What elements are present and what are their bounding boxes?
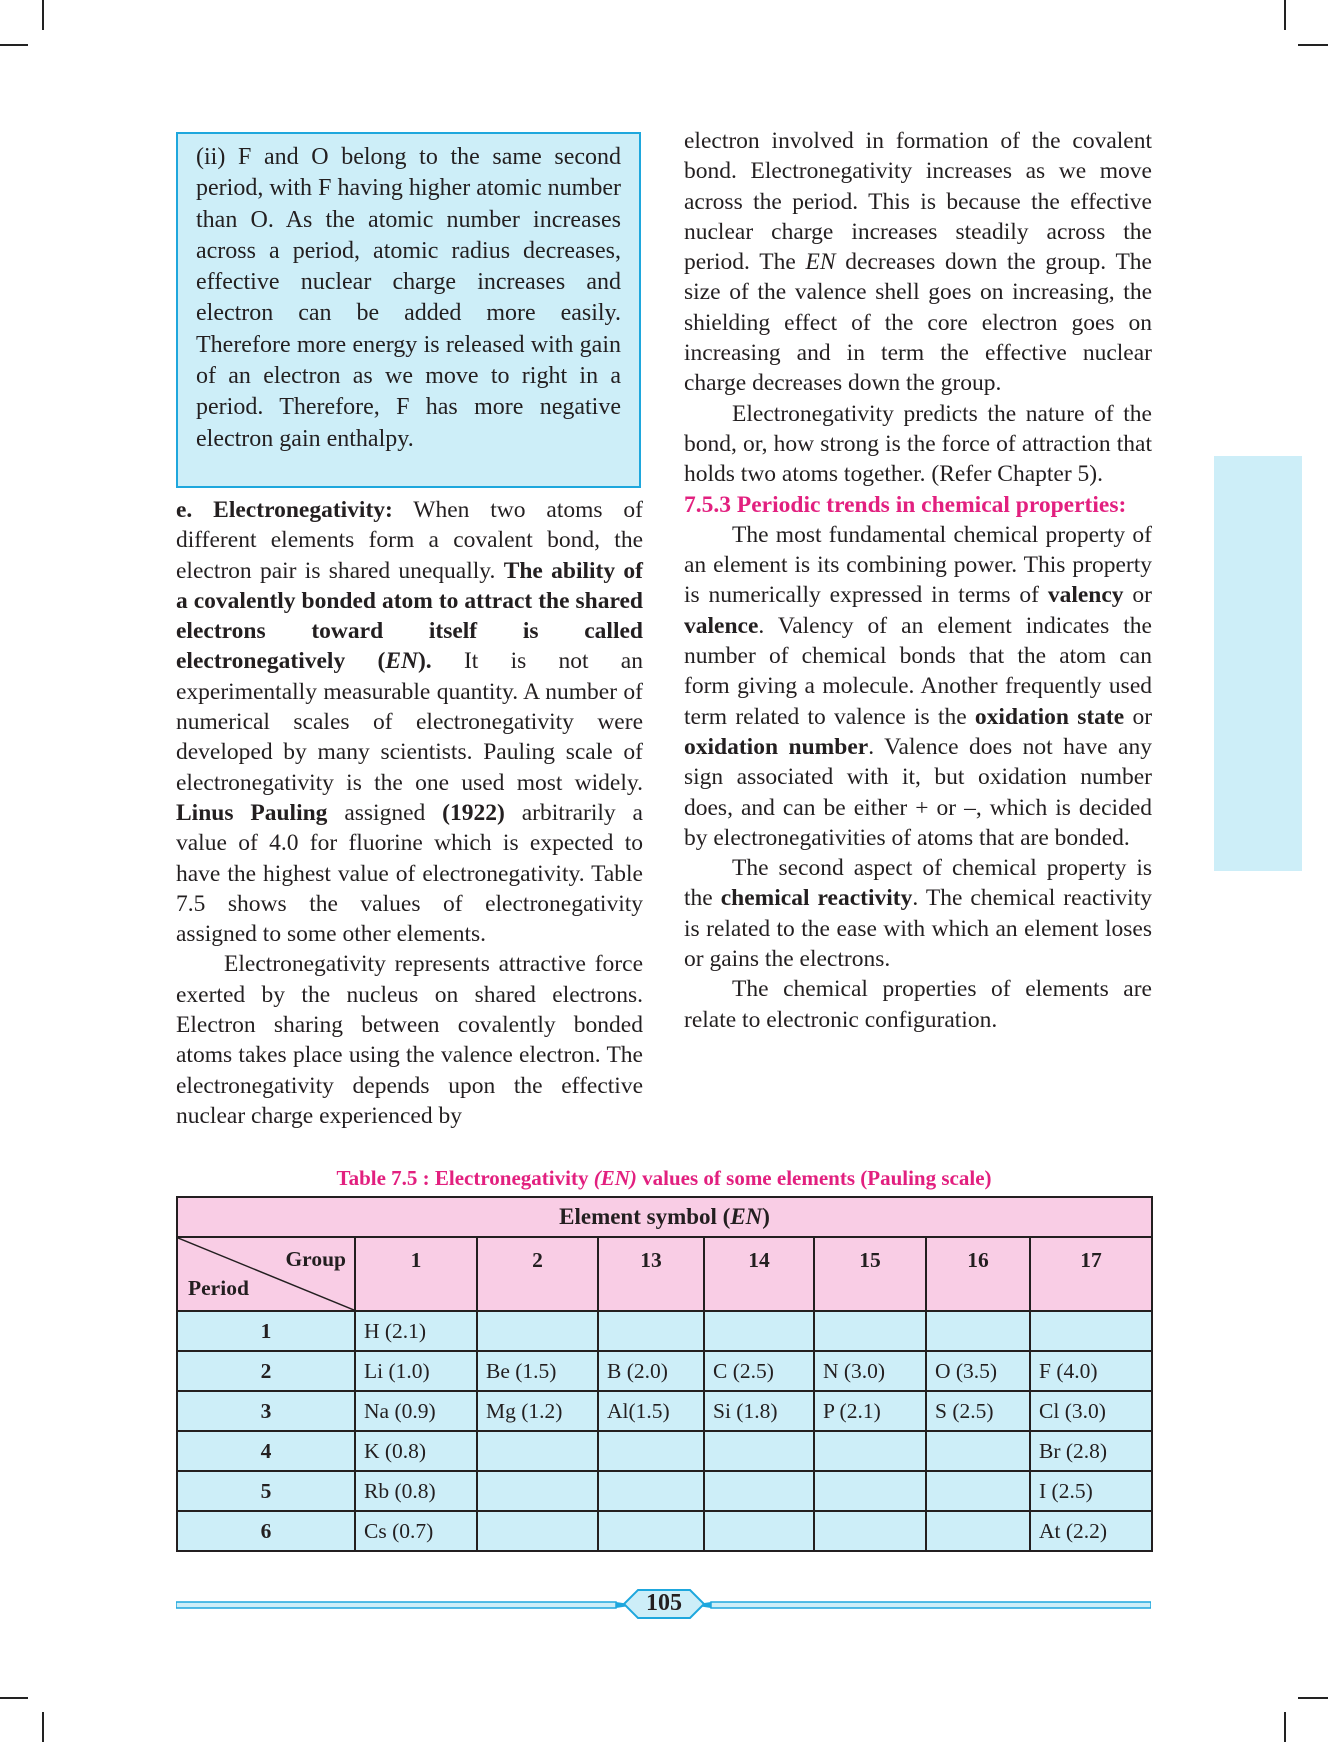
en-trend-paragraph bbox=[684, 126, 1152, 399]
element-cell bbox=[926, 1511, 1030, 1551]
bond-nature-paragraph: Electronegativity predicts the nature of the bond, or, how strong is the force of attraction that holds two atoms together. (Refer Chapter 5). bbox=[684, 400, 1152, 488]
crop-mark bbox=[1298, 1697, 1328, 1699]
element-cell bbox=[477, 1431, 598, 1471]
crop-mark bbox=[1298, 44, 1328, 46]
element-cell: O (3.5) bbox=[926, 1351, 1030, 1391]
right-column bbox=[684, 126, 1152, 1035]
table-row bbox=[177, 1351, 1152, 1391]
term-oxidation-state: oxidation state bbox=[974, 703, 1125, 730]
group-label: Group bbox=[285, 1247, 346, 1271]
period-number: 1 bbox=[177, 1311, 355, 1351]
valency-paragraph bbox=[684, 520, 1152, 853]
attractive-force-paragraph: Electronegativity represents attractive force exerted by the nucleus on shared electrons. Electron sharing between covalently bonded atoms takes place using the valence electron. The electronegativity depends upon the effective nuclear charge experienced by bbox=[176, 951, 643, 1129]
group-header-cell: 15 bbox=[814, 1237, 926, 1311]
element-cell: Cl (3.0) bbox=[1030, 1391, 1152, 1431]
section-heading: 7.5.3 Periodic trends in chemical properties: bbox=[684, 491, 1127, 518]
group-header-cell: 13 bbox=[598, 1237, 704, 1311]
element-cell: S (2.5) bbox=[926, 1391, 1030, 1431]
element-cell bbox=[598, 1431, 704, 1471]
table-row bbox=[177, 1471, 1152, 1511]
crop-mark bbox=[42, 1712, 44, 1742]
element-cell: N (3.0) bbox=[814, 1351, 926, 1391]
term-valence: valence bbox=[684, 612, 759, 639]
element-cell: Cs (0.7) bbox=[355, 1511, 477, 1551]
configuration-paragraph: The chemical properties of elements are relate to electronic configuration. bbox=[684, 976, 1152, 1033]
element-cell: C (2.5) bbox=[704, 1351, 814, 1391]
crop-mark bbox=[42, 0, 44, 30]
group-header-cell: 2 bbox=[477, 1237, 598, 1311]
table-caption bbox=[176, 1166, 1152, 1191]
element-cell bbox=[926, 1431, 1030, 1471]
group-period-corner-cell bbox=[177, 1237, 355, 1311]
text-run: electron involved in formation of the covalent bond. Electronegativity increases as we move across the period. This is because the effective nuclear charge increases steadily across the period. The bbox=[684, 128, 1152, 276]
text-run: EN bbox=[385, 648, 418, 675]
table-row bbox=[177, 1311, 1152, 1351]
electronegativity-table bbox=[176, 1196, 1153, 1552]
text-run: EN bbox=[805, 249, 836, 276]
text-run: The second aspect of chemical property is the bbox=[684, 855, 1152, 912]
reactivity-paragraph bbox=[684, 853, 1152, 974]
element-cell: Si (1.8) bbox=[704, 1391, 814, 1431]
table-row bbox=[177, 1431, 1152, 1471]
period-number: 6 bbox=[177, 1511, 355, 1551]
element-cell: H (2.1) bbox=[355, 1311, 477, 1351]
term-valency: valency bbox=[1047, 582, 1124, 609]
element-cell: F (4.0) bbox=[1030, 1351, 1152, 1391]
group-header-cell: 17 bbox=[1030, 1237, 1152, 1311]
page-number: 105 bbox=[646, 1590, 682, 1616]
text-run: . Valency of an element indicates the number of chemical bonds that the atom can form giving a molecule. Another frequently used term related to valence is the bbox=[684, 612, 1152, 730]
element-cell: Li (1.0) bbox=[355, 1351, 477, 1391]
element-cell: At (2.2) bbox=[1030, 1511, 1152, 1551]
element-cell bbox=[926, 1311, 1030, 1351]
period-number: 4 bbox=[177, 1431, 355, 1471]
electronegativity-paragraph bbox=[176, 495, 643, 949]
element-cell: Al(1.5) bbox=[598, 1391, 704, 1431]
element-cell: Br (2.8) bbox=[1030, 1431, 1152, 1471]
group-header-cell: 14 bbox=[704, 1237, 814, 1311]
element-cell: Na (0.9) bbox=[355, 1391, 477, 1431]
element-cell bbox=[477, 1511, 598, 1551]
element-cell: Be (1.5) bbox=[477, 1351, 598, 1391]
electronegativity-heading: e. Electronegativity: bbox=[176, 497, 393, 523]
text-run: Element symbol ( bbox=[559, 1204, 731, 1229]
text-run: (EN) bbox=[593, 1166, 637, 1190]
element-cell: K (0.8) bbox=[355, 1431, 477, 1471]
element-cell: P (2.1) bbox=[814, 1391, 926, 1431]
element-cell: B (2.0) bbox=[598, 1351, 704, 1391]
text-run: Table 7.5 : Electronegativity bbox=[336, 1166, 594, 1190]
element-cell: I (2.5) bbox=[1030, 1471, 1152, 1511]
crop-mark bbox=[1284, 1712, 1286, 1742]
table-title-row bbox=[177, 1197, 1152, 1237]
element-cell bbox=[477, 1471, 598, 1511]
element-cell bbox=[1030, 1311, 1152, 1351]
note-text: (ii) F and O belong to the same second period, with F having higher atomic number than O. As the atomic number increases across a period, atomic radius decreases, effective nuclear charge increases and electron can be added more easily. Therefore more energy is released with gain of an electron as we move to right in a period. Therefore, F has more negative electron gain enthalpy. bbox=[196, 144, 621, 452]
period-number: 2 bbox=[177, 1351, 355, 1391]
element-cell bbox=[704, 1311, 814, 1351]
text-run: ) bbox=[762, 1204, 770, 1229]
group-header-cell: 1 bbox=[355, 1237, 477, 1311]
element-cell bbox=[598, 1311, 704, 1351]
text-run: . The chemical reactivity is related to the ease with which an element loses or gains the electrons. bbox=[684, 885, 1152, 973]
element-cell bbox=[814, 1431, 926, 1471]
text-run: EN bbox=[730, 1204, 763, 1229]
element-cell: Rb (0.8) bbox=[355, 1471, 477, 1511]
crop-mark bbox=[0, 44, 28, 46]
crop-mark bbox=[1284, 0, 1286, 30]
text-run: or bbox=[1123, 582, 1152, 609]
period-label: Period bbox=[188, 1276, 249, 1300]
text-run: The most fundamental chemical property of an element is its combining power. This property is numerically expressed in terms of bbox=[684, 521, 1152, 609]
element-cell: Mg (1.2) bbox=[477, 1391, 598, 1431]
text-run: arbitrarily a value of 4.0 for fluorine which is expected to have the highest value of electronegativity. Table 7.5 shows the values of electronegativity assigned to some other elements. bbox=[176, 799, 643, 948]
text-run: values of some elements (Pauling scale) bbox=[636, 1166, 992, 1190]
table-row bbox=[177, 1391, 1152, 1431]
crop-mark bbox=[0, 1697, 28, 1699]
text-run: It is not an experimentally measurable quantity. A number of numerical scales of electronegativity were developed by many scientists. Pauling scale of electronegativity is the one used most widely. bbox=[176, 648, 643, 796]
element-cell bbox=[598, 1471, 704, 1511]
text-run: ). bbox=[417, 648, 432, 675]
element-cell bbox=[477, 1311, 598, 1351]
pauling-year: (1922) bbox=[442, 799, 505, 826]
period-number: 5 bbox=[177, 1471, 355, 1511]
chapter-side-tab bbox=[1214, 456, 1302, 871]
text-run: decreases down the group. The size of the valence shell goes on increasing, the shielding effect of the core electron goes on increasing and in term the effective nuclear charge decreases down the group. bbox=[684, 249, 1152, 397]
text-run: or bbox=[1124, 703, 1153, 730]
table-row bbox=[177, 1511, 1152, 1551]
left-column bbox=[176, 495, 643, 1131]
pauling-name: Linus Pauling bbox=[176, 799, 328, 826]
group-header-cell: 16 bbox=[926, 1237, 1030, 1311]
element-cell bbox=[814, 1511, 926, 1551]
group-header-row bbox=[177, 1237, 1152, 1311]
element-cell bbox=[704, 1511, 814, 1551]
element-cell bbox=[926, 1471, 1030, 1511]
text-run: The ability of a covalently bonded atom to attract the shared electrons toward itself is called electronegatively ( bbox=[176, 557, 644, 675]
element-cell bbox=[814, 1311, 926, 1351]
table-title bbox=[177, 1197, 1152, 1237]
text-run: When two atoms of different elements form a covalent bond, the electron pair is shared unequally. bbox=[176, 497, 643, 584]
element-cell bbox=[704, 1431, 814, 1471]
element-cell bbox=[704, 1471, 814, 1511]
text-run: . Valence does not have any sign associated with it, but oxidation number does, and can be either + or –, which is decided by electronegativities of atoms that are bonded. bbox=[684, 733, 1152, 851]
period-number: 3 bbox=[177, 1391, 355, 1431]
example-note-box bbox=[176, 132, 641, 488]
term-chemical-reactivity: chemical reactivity bbox=[720, 885, 913, 912]
element-cell bbox=[814, 1471, 926, 1511]
text-run: assigned bbox=[327, 799, 443, 826]
term-oxidation-number: oxidation number bbox=[684, 733, 869, 760]
element-cell bbox=[598, 1511, 704, 1551]
